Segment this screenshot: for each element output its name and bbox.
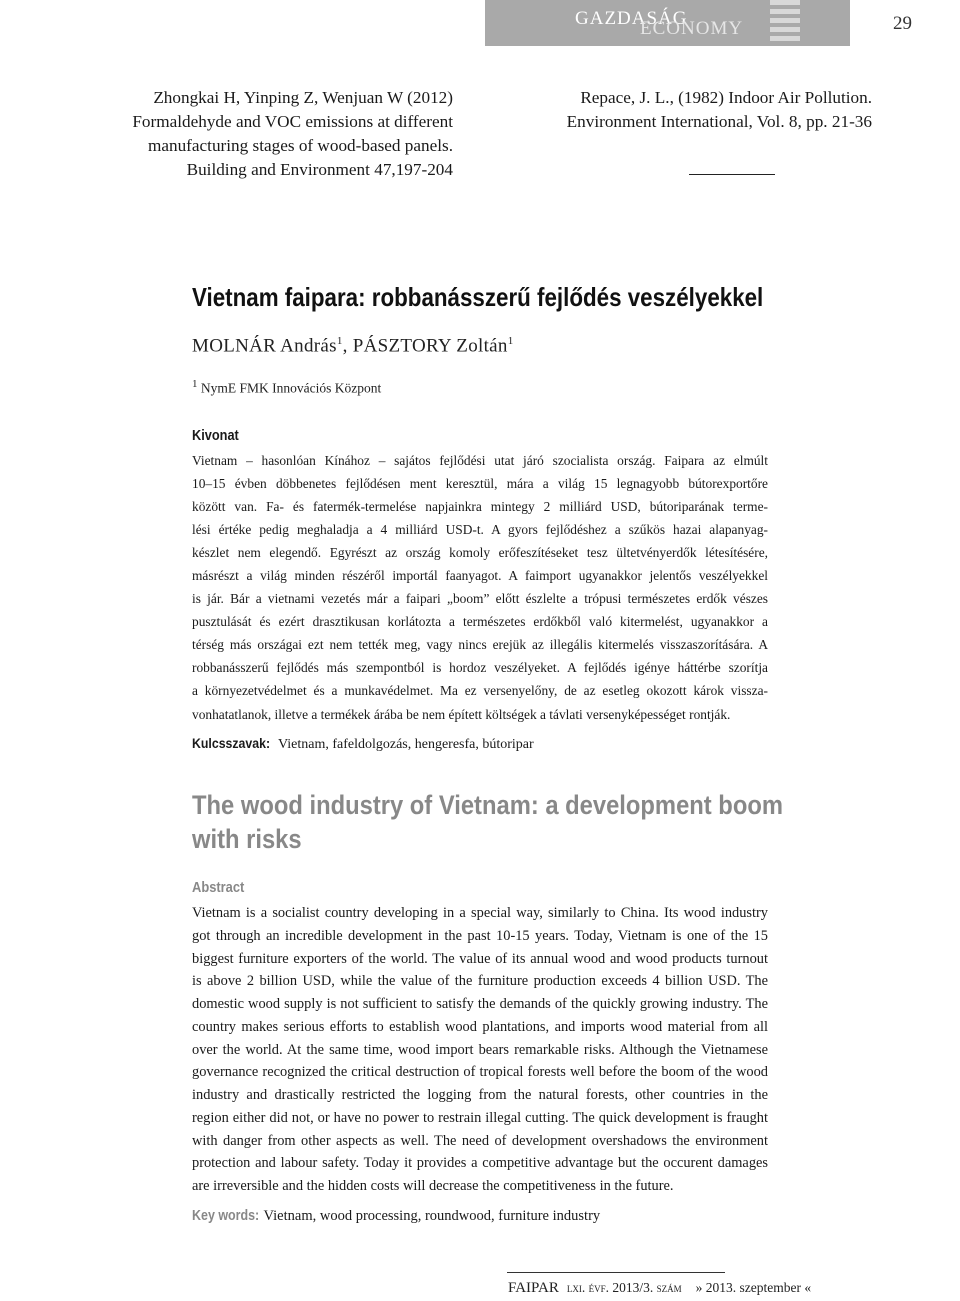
- abstract-line: with danger from other aspects as well. The need of development overshadows the environment: [192, 1132, 768, 1149]
- article-title-hu: Vietnam faipara: robbanásszerű fejlődés veszélyekkel: [192, 282, 764, 312]
- footer: [508, 1280, 811, 1297]
- keywords-label-hu: Kulcsszavak:: [192, 735, 271, 751]
- abstract-line: is above 2 billion USD, while the value of the furniture production exceeds 4 billion USD. The: [192, 973, 768, 990]
- abstract-line: got through an incredible development in the past 10-15 years. Today, Vietnam is one of the 15: [192, 927, 768, 944]
- abstract-line: készlet nem elegendő. Egyrészt az ország komoly erőfeszítéseket tesz ültetvényerdők létesítésére,: [192, 545, 768, 561]
- abstract-line: 10–15 évben döbbenetes fejlődésen ment keresztül, mára a világ 15 legnagyobb bútorexportőre: [192, 476, 768, 492]
- keywords-text-hu: Vietnam, fafeldolgozás, hengeresfa, bútoripar: [277, 737, 534, 752]
- journal-volume: lxi. évf. 2013/3. szám: [566, 1280, 682, 1295]
- abstract-line: protection and labour safety. Today it provides a competitive advantage but the occurent damages: [192, 1155, 768, 1172]
- abstract-line: region either did not, or have no power to restrain illegal cutting. The quick development is fraught: [192, 1109, 768, 1126]
- abstract-line: over the world. At the same time, wood import bears remarkable risks. Although the Vietnamese: [192, 1041, 768, 1058]
- section-title-en: ECONOMY: [640, 18, 744, 39]
- author-name: PÁSZTORY Zoltán: [352, 335, 508, 357]
- abstract-hu: [192, 449, 768, 726]
- title-line: The wood industry of Vietnam: a development boom: [192, 790, 783, 820]
- abstract-en: [192, 902, 768, 1198]
- affiliation-marker: 1: [507, 335, 514, 347]
- reference-line: Repace, J. L., (1982) Indoor Air Pollution.: [580, 88, 872, 107]
- abstract-line: Vietnam is a socialist country developing in a special way, similarly to China. Its wood industry: [192, 905, 768, 921]
- reference-right: [507, 86, 872, 134]
- reference-line: manufacturing stages of wood-based panels.: [148, 136, 453, 155]
- abstract-line: Vietnam – hasonlóan Kínához – sajátos fejlődési utat járó szocialista ország. Faipara az elmúlt: [192, 453, 768, 468]
- abstract-line: governance recognized the critical destruction of tropical forests well before the boom of the wood: [192, 1064, 768, 1081]
- reference-line: Building and Environment 47,197-204: [186, 160, 453, 179]
- affiliation: [192, 378, 381, 397]
- author-separator: ,: [342, 335, 353, 357]
- abstract-line: is jár. Bár a vietnami vezetés már a faipari „boom” előtt észlelte a trópusi természetes erdők vészes: [192, 591, 768, 607]
- header-stripes: [770, 0, 800, 46]
- reference-line: Environment International, Vol. 8, pp. 21-36: [566, 112, 872, 131]
- abstract-line: robbanásszerű fejlődés más szempontból is hordoz veszélyeket. A fejlődés igénye háttérbe szorítja: [192, 660, 768, 676]
- affiliation-marker: 1: [336, 335, 343, 347]
- title-line: with risks: [192, 824, 302, 854]
- keywords-label-en: Key words:: [192, 1208, 260, 1224]
- abstract-line: industry and drastically restricted the logging from the natural forests, other countries in the: [192, 1087, 768, 1103]
- reference-line: Formaldehyde and VOC emissions at different: [132, 112, 453, 131]
- keywords-en: [192, 1208, 600, 1225]
- abstract-line: vonhatatlanok, illetve a termékek árába be nem épített költségek a távlati versenyképességet rontják.: [192, 706, 731, 722]
- abstract-line: között van. Fa- és fatermék-termelése napjainkra mintegy 2 milliárd USD, bútoriparának terme-: [192, 499, 768, 515]
- reference-line: Zhongkai H, Yinping Z, Wenjuan W (2012): [153, 88, 453, 107]
- journal-date: » 2013. szeptember «: [695, 1280, 812, 1295]
- abstract-line: lési értéke pedig meghaladja a 4 milliárd USD-t. A gyors fejlődéshez a szűkös hazai alapanyag-: [192, 522, 768, 538]
- abstract-line: domestic wood supply is not sufficient to satisfy the demands of the quickly growing industry. The: [192, 996, 768, 1012]
- affiliation-text: NymE FMK Innovációs Központ: [200, 380, 382, 396]
- affiliation-marker: 1: [192, 378, 198, 390]
- footer-rule: [507, 1272, 725, 1273]
- author-name: MOLNÁR András: [192, 335, 337, 357]
- reference-left: [90, 86, 453, 182]
- page-number: 29: [893, 13, 912, 34]
- abstract-line: másrészt a világ minden részéről importál faanyagot. A faimport ugyanakkor jelentős veszélyekkel: [192, 568, 768, 584]
- abstract-line: térség más országai ezt nem tették meg, vagy nincs erejük az illegális kitermelés visszaszorítására. A: [192, 637, 768, 653]
- keywords-text-en: Vietnam, wood processing, roundwood, furniture industry: [263, 1208, 601, 1224]
- authors: [192, 335, 514, 357]
- keywords-hu: [192, 735, 534, 753]
- abstract-heading-hu: Kivonat: [192, 428, 239, 444]
- abstract-line: are irreversible and the hidden costs will decrease the competitiveness in the future.: [192, 1178, 674, 1194]
- abstract-line: pusztulását és ezért drasztikusan korlátozta a természetes erdőkből való kitermelést, ugyanakkor a: [192, 614, 768, 630]
- abstract-line: biggest furniture exporters of the world. The value of its annual wood and wood products turnout: [192, 950, 768, 967]
- section-divider: [689, 174, 775, 175]
- abstract-line: country makes serious efforts to establish wood plantations, and imports wood material from all: [192, 1018, 768, 1035]
- article-title-en: [192, 788, 783, 856]
- section-title-hu: GAZDASÁG: [575, 8, 688, 29]
- journal-name: FAIPAR: [508, 1280, 559, 1296]
- abstract-heading-en: Abstract: [192, 879, 245, 896]
- abstract-line: a környezetvédelmet és a munkavédelmet. Ma ez versenyelőny, de az esetleg okozott károk vissza-: [192, 683, 768, 699]
